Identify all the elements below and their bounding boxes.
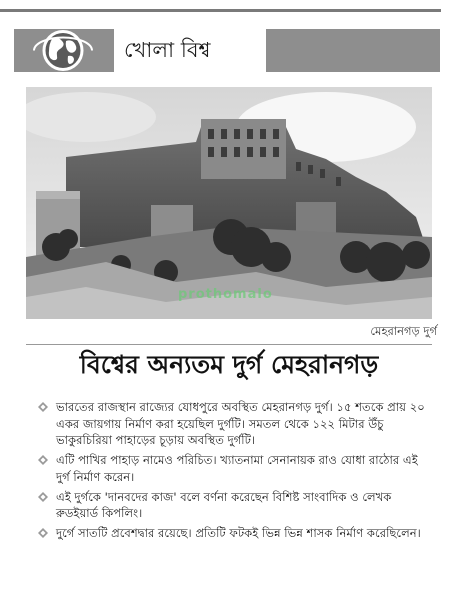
list-item	[36, 525, 432, 542]
fort-photo	[26, 87, 432, 319]
photo-watermark: prothomalo	[178, 287, 273, 302]
caption-divider	[26, 344, 432, 345]
diamond-bullet-icon	[38, 402, 48, 412]
article-headline: বিশ্বের অন্যতম দুর্গ মেহরানগড়	[79, 350, 379, 379]
list-item	[36, 489, 432, 522]
diamond-bullet-icon	[38, 455, 48, 465]
diamond-bullet-icon	[38, 492, 48, 502]
list-item-text: দুর্গে সাতটি প্রবেশদ্বার রয়েছে। প্রতিটি ফটকই ভিন্ন ভিন্ন শাসক নির্মাণ করেছিলেন।	[56, 525, 421, 540]
diamond-bullet-icon	[38, 528, 48, 538]
section-banner	[14, 29, 440, 72]
top-rule	[0, 9, 441, 12]
photo-caption: মেহরানগড় দুর্গ	[370, 324, 437, 338]
list-item	[36, 399, 432, 449]
list-item-text: ভারতের রাজস্থান রাজ্যের যোধপুরে অবস্থিত মেহরানগড় দুর্গ। ১৫ শতকে প্রায় ২০ একর জায়গায় নির্মাণ করা হয়েছিল দুর্গটি। সমতল থেকে ১২২ মিটার উঁচু ভাকুরচিরিয়া পাহাড়ের চূড়ায় অবস্থিত দুর্গটি।	[56, 400, 425, 448]
globe-icon	[30, 29, 96, 72]
list-item	[36, 452, 432, 485]
list-item-text: এটি পাখির পাহাড় নামেও পরিচিত। খ্যাতনামা সেনানায়ক রাও যোধা রাঠোর এই দুর্গ নির্মাণ করেন।	[56, 453, 418, 484]
section-title: খোলা বিশ্ব	[124, 38, 211, 62]
fact-list	[36, 399, 432, 545]
list-item-text: এই দুর্গকে 'দানবদের কাজ' বলে বর্ণনা করেছেন বিশিষ্ট সাংবাদিক ও লেখক রুডইয়ার্ড কিপলিং।	[56, 489, 392, 521]
